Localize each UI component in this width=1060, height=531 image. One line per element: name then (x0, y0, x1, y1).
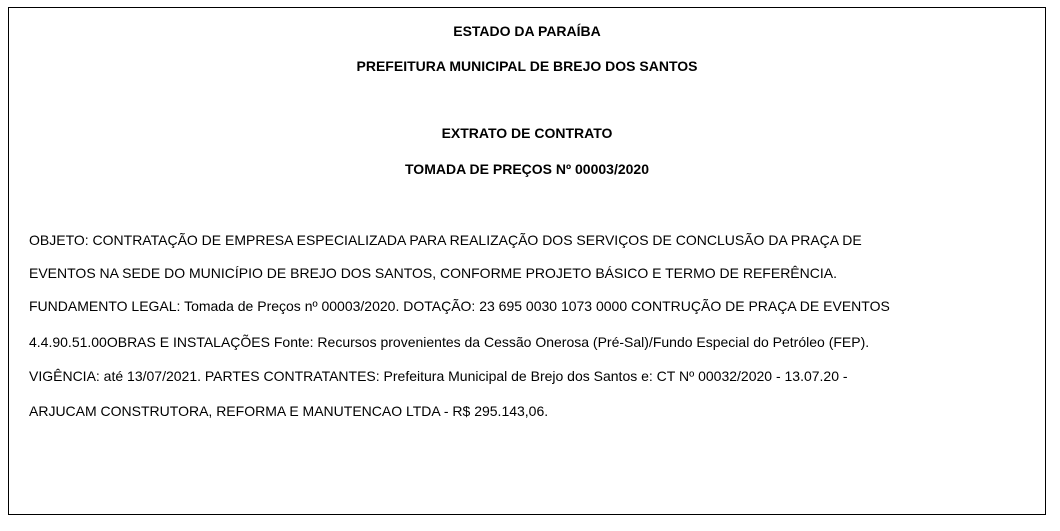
document-title: EXTRATO DE CONTRATO (441, 125, 613, 141)
body-line-objeto: OBJETO: CONTRATAÇÃO DE EMPRESA ESPECIALIZADA PARA REALIZAÇÃO DOS SERVIÇOS DE CONCLUSÃO DA PRAÇA DE (29, 232, 862, 248)
document-subtitle: TOMADA DE PREÇOS Nº 00003/2020 (405, 161, 649, 177)
body-line-contratada: ARJUCAM CONSTRUTORA, REFORMA E MANUTENCAO LTDA - R$ 295.143,06. (29, 403, 549, 419)
body-line-vigencia: VIGÊNCIA: até 13/07/2021. PARTES CONTRATANTES: Prefeitura Municipal de Brejo dos Santos e: CT Nº 00032/2020 - 13.07.20 - (29, 368, 848, 384)
document-frame (8, 7, 1046, 515)
header-state: ESTADO DA PARAÍBA (453, 23, 601, 39)
body-line-objeto-cont: EVENTOS NA SEDE DO MUNICÍPIO DE BREJO DOS SANTOS, CONFORME PROJETO BÁSICO E TERMO DE REFERÊNCIA. (29, 265, 837, 281)
body-line-fundamento: FUNDAMENTO LEGAL: Tomada de Preços nº 00003/2020. DOTAÇÃO: 23 695 0030 1073 0000 CONTRUÇÃO DE PRAÇA DE EVENTOS (29, 298, 890, 314)
body-line-fonte: 4.4.90.51.00OBRAS E INSTALAÇÕES Fonte: Recursos provenientes da Cessão Onerosa (Pré-Sal)/Fundo Especial do Petróleo (FEP). (29, 334, 870, 350)
header-municipality: PREFEITURA MUNICIPAL DE BREJO DOS SANTOS (356, 58, 698, 74)
